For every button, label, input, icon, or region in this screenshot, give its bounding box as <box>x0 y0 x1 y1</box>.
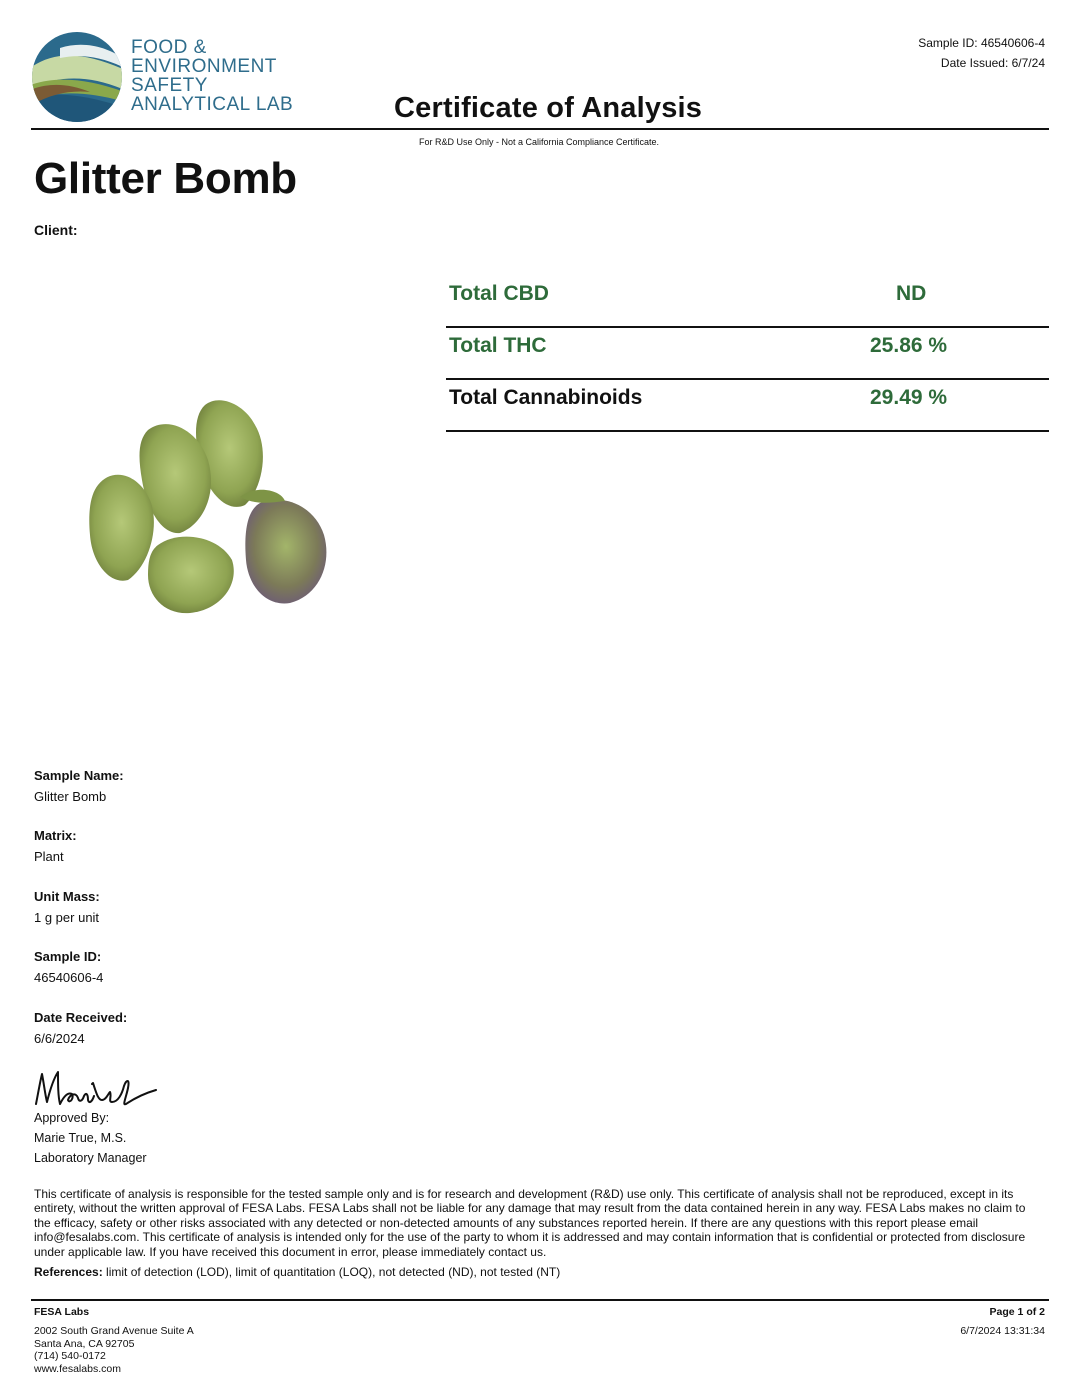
date-issued-line: Date Issued: 6/7/24 <box>940 55 1045 70</box>
approved-by-label: Approved By: <box>34 1111 110 1125</box>
references-label: References: <box>34 1265 103 1279</box>
client-label: Client: <box>34 222 78 238</box>
approver-name: Marie True, M.S. <box>34 1131 127 1145</box>
footer-company: FESA Labs <box>34 1306 90 1318</box>
footer-timestamp: 6/7/2024 13:31:34 <box>960 1324 1045 1337</box>
field-label: Unit Mass: <box>34 889 100 904</box>
field-value: 1 g per unit <box>34 910 100 925</box>
legal-disclaimer: This certificate of analysis is responsible for the tested sample only and is for research and development (R&D) use only. This certificate of analysis shall not be reproduced, except in its entirety, without the written approval of FESA Labs. FESA Labs shall not be liable for any damage that may result from the data contained herein in any way. FESA Labs makes no claim to the efficacy, safety or other risks associated with any detected or non-detected amounts of any substances reported herein. If there are any questions with this report please email info@fesalabs.com. This certificate of analysis is intended only for the use of the party to whom it is addressed and may contain information that is confidential or protected from disclosure under applicable law. If you have received this document in error, please immediately contact us. <box>34 1187 1026 1259</box>
report-meta <box>918 34 1045 73</box>
summary-label: Total Cannabinoids <box>449 386 643 409</box>
date-received-field <box>34 1008 127 1049</box>
cannabinoid-summary <box>446 278 1049 434</box>
field-value: Plant <box>34 849 64 864</box>
field-value: Glitter Bomb <box>34 789 107 804</box>
field-label: Matrix: <box>34 828 77 843</box>
matrix-field <box>34 826 77 867</box>
logo-wordmark <box>131 38 293 114</box>
summary-label: Total CBD <box>449 282 549 305</box>
field-label: Sample ID: <box>34 949 102 964</box>
footer-address <box>34 1306 194 1376</box>
logo-line: FOOD & <box>131 37 207 58</box>
page-number: Page 1 of 2 <box>989 1306 1045 1318</box>
summary-value: 25.86 % <box>870 334 948 357</box>
page-title: Certificate of Analysis <box>394 92 703 124</box>
field-value: 6/6/2024 <box>34 1031 85 1046</box>
footer-address-line: 2002 South Grand Avenue Suite A <box>34 1324 194 1337</box>
references-line <box>34 1265 560 1279</box>
summary-value: 29.49 % <box>870 386 948 409</box>
summary-label: Total THC <box>449 334 547 357</box>
summary-row-total-cannabinoids <box>446 382 1049 432</box>
footer-address-line: Santa Ana, CA 92705 <box>34 1337 135 1350</box>
approval-block <box>34 1108 147 1168</box>
summary-row-total-cbd <box>446 278 1049 328</box>
field-label: Sample Name: <box>34 768 124 783</box>
summary-value: ND <box>896 282 927 305</box>
product-name: Glitter Bomb <box>34 154 297 203</box>
summary-row-total-thc <box>446 330 1049 380</box>
compliance-disclaimer: For R&D Use Only - Not a California Compliance Certificate. <box>418 137 660 147</box>
field-label: Date Received: <box>34 1010 128 1025</box>
product-photo <box>80 385 340 625</box>
footer-divider <box>31 1299 1049 1301</box>
sample-id-field <box>34 947 103 988</box>
unit-mass-field <box>34 887 100 928</box>
signature-image <box>32 1066 162 1112</box>
footer-phone: (714) 540-0172 <box>34 1350 106 1363</box>
logo-line: ENVIRONMENT <box>131 56 277 77</box>
approver-role: Laboratory Manager <box>34 1151 147 1165</box>
logo-line: ANALYTICAL LAB <box>131 94 294 115</box>
logo-line: SAFETY <box>131 75 208 96</box>
footer-website: www.fesalabs.com <box>34 1363 121 1376</box>
header-divider <box>31 128 1049 130</box>
sample-id-line: Sample ID: 46540606-4 <box>918 36 1045 50</box>
sample-name-field <box>34 766 124 807</box>
references-text: limit of detection (LOD), limit of quantitation (LOQ), not detected (ND), not tested (NT) <box>102 1265 561 1279</box>
footer-pagination <box>960 1306 1045 1338</box>
field-value: 46540606-4 <box>34 970 104 985</box>
